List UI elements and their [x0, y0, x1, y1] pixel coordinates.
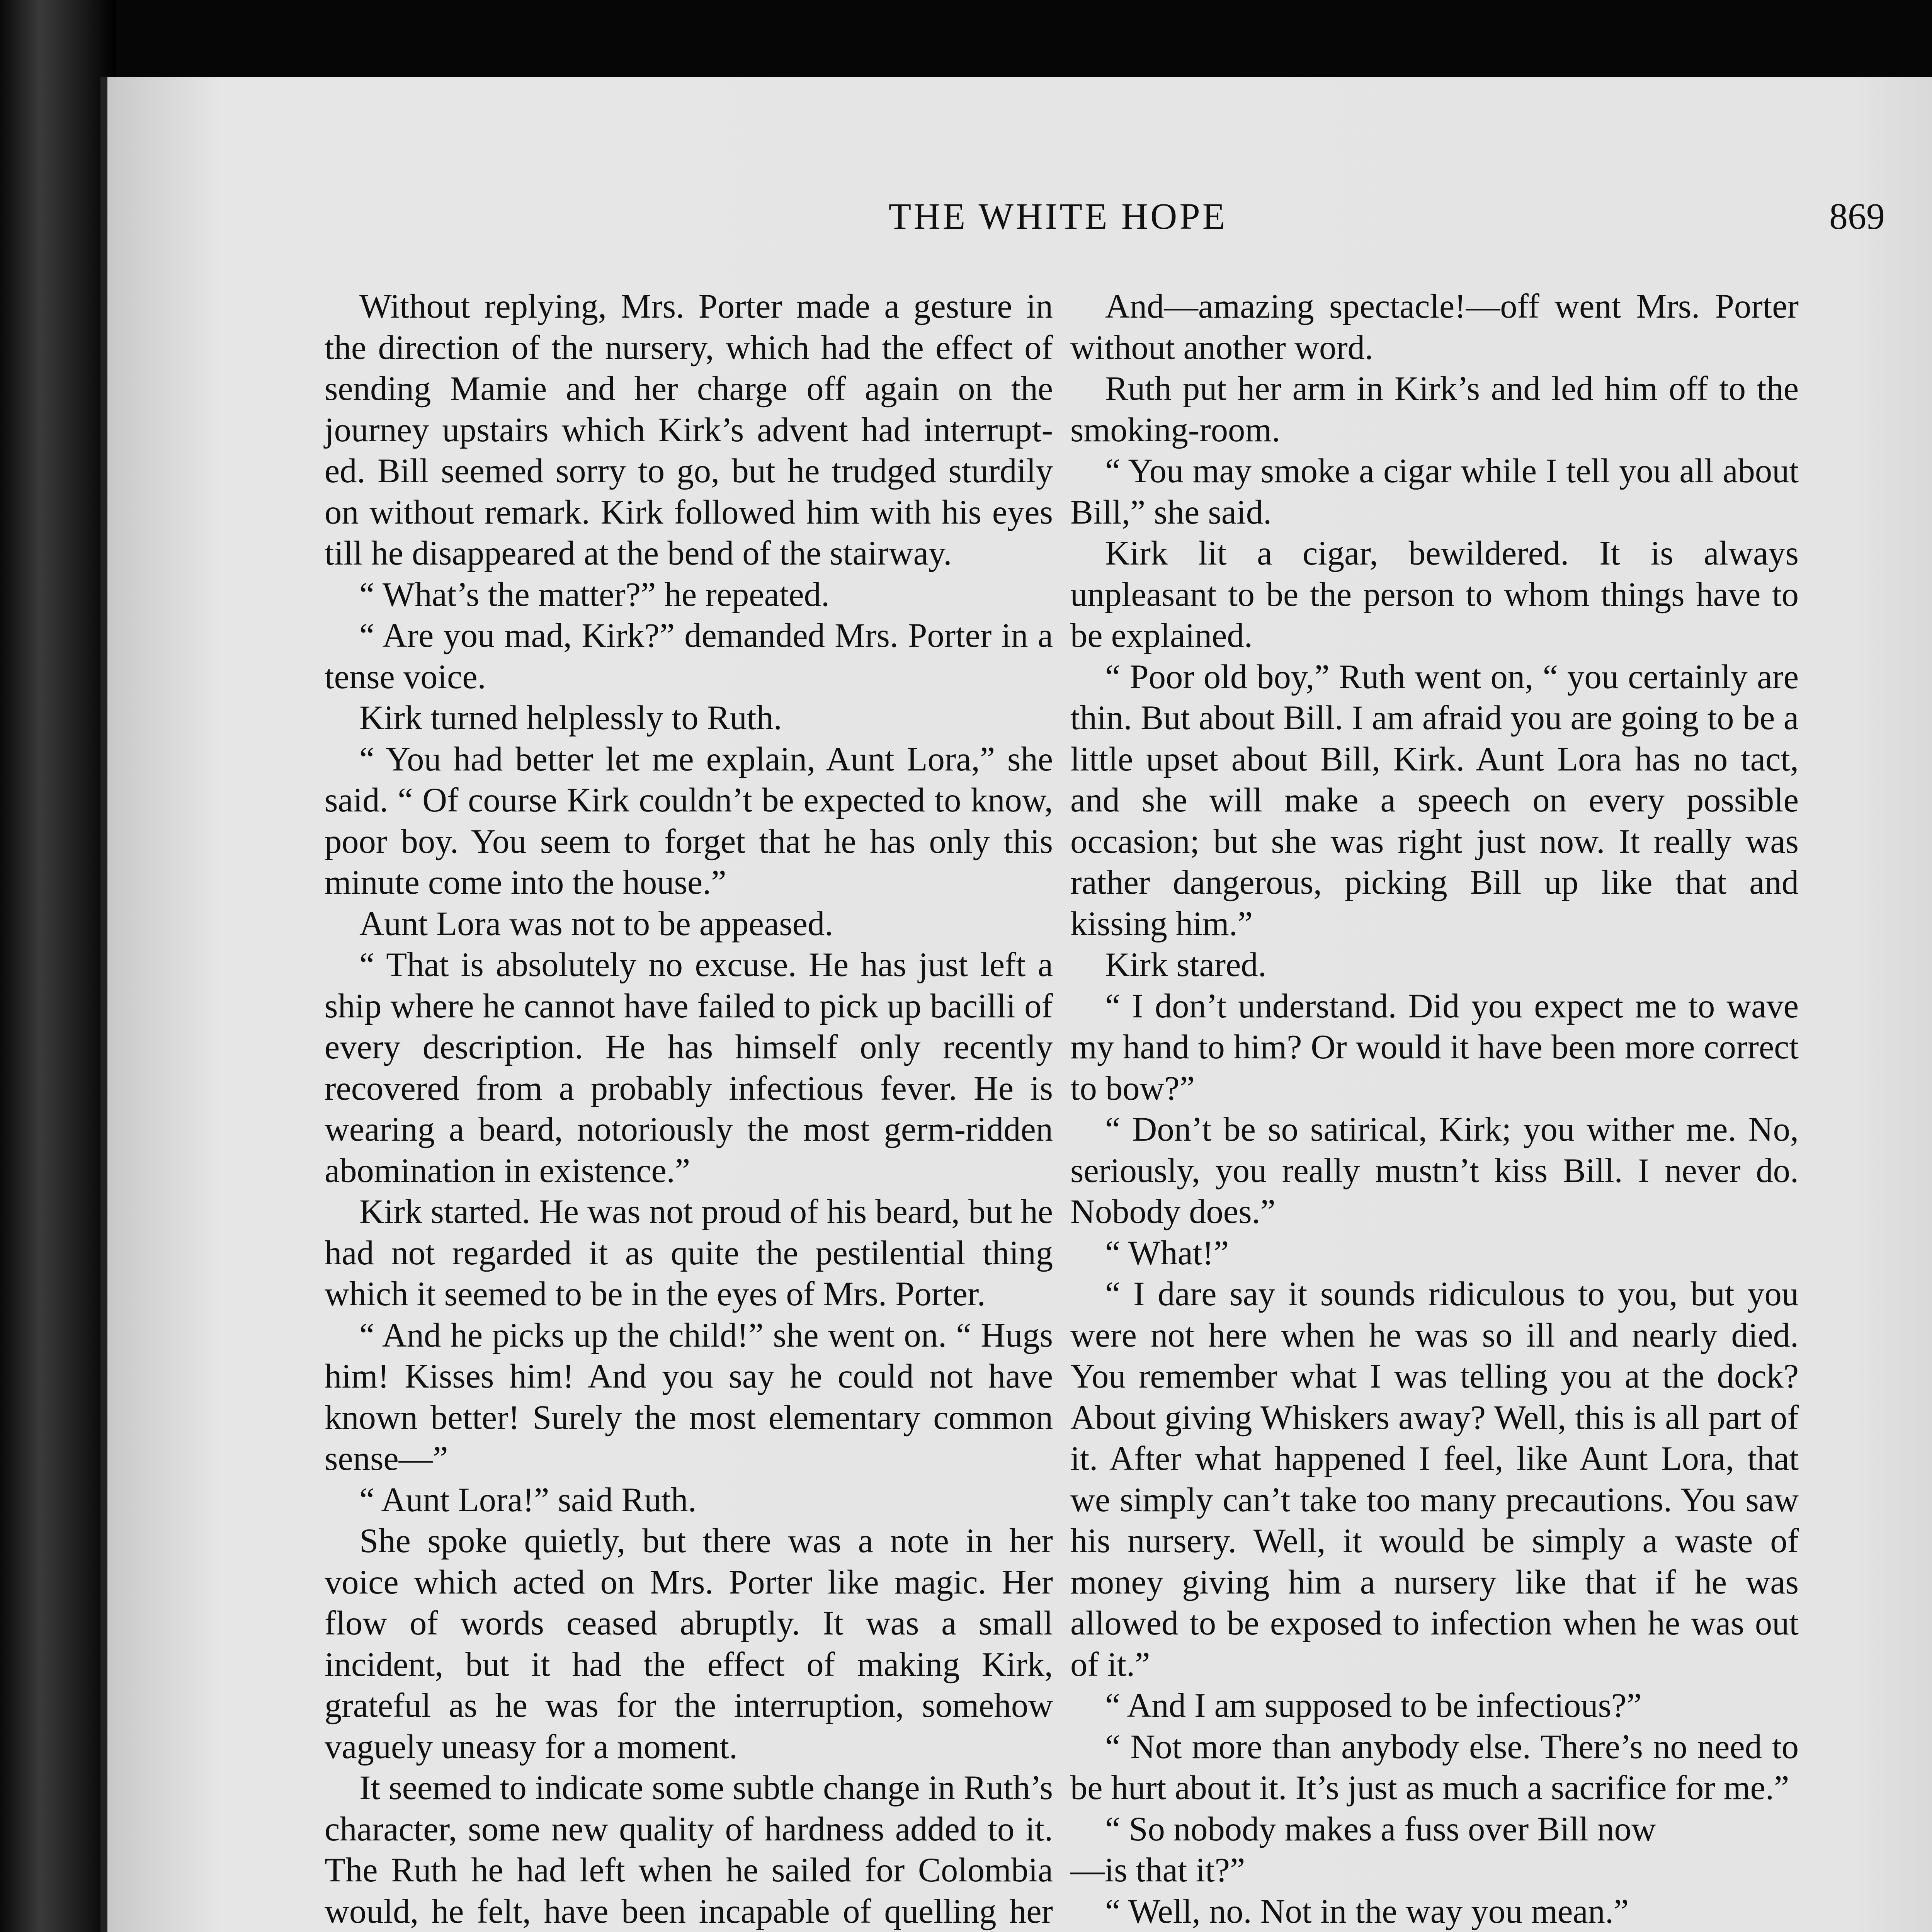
paragraph: And—amazing spectacle!—off went Mrs. Porter without another word.: [1070, 287, 1799, 367]
paragraph: It seemed to indicate some subtle change in Ruth’s character, some new quality of hardness added to it. The Ruth he had left when he sailed for Colombia would, he felt, have been incapable of quelling her: [325, 1769, 1053, 1930]
paragraph: “ And he picks up the child!” she went on. “ Hugs him! Kisses him! And you say he could not have known better! Surely the most elementary common sense—”: [325, 1316, 1053, 1478]
paragraph: “ Not more than anybody else. There’s no need to be hurt about it. It’s just as much a sacrifice for me.”: [1070, 1728, 1799, 1807]
paragraph: She spoke quietly, but there was a note in her voice which acted on Mrs. Porter like magic. Her flow of words ceased abruptly. It was a small incident, but it had the effect of making Kirk, grateful as he was for the interruption, somehow vaguely uneasy for a moment.: [325, 1522, 1053, 1766]
paragraph: “ You had better let me explain, Aunt Lora,” she said. “ Of course Kirk couldn’t be expected to know, poor boy. You seem to forget that he has only this minute come into the house.”: [325, 740, 1053, 901]
paragraph: “ I dare say it sounds ridiculous to you, but you were not here when he was so ill and nearly died. You remember what I was telling you at the dock? About giving Whiskers away? Well, this is all part of it. After what happened I feel, like Aunt Lora, that we simply can’t take too many precautions. You saw his nursery. Well, it would be simply a waste of money giving him a nursery like that if he was allowed to be exposed to infection when he was out of it.”: [1070, 1275, 1799, 1684]
paragraph: Kirk lit a cigar, bewildered. It is always unpleasant to be the person to whom things have to be explained.: [1070, 534, 1799, 655]
left-column: [325, 286, 1053, 1932]
paragraph: “ You may smoke a cigar while I tell you all about Bill,” she said.: [1070, 452, 1799, 531]
paragraph: “ Aunt Lora!” said Ruth.: [359, 1481, 697, 1519]
page-number: 869: [1829, 196, 1885, 237]
book-page: [100, 77, 1932, 1932]
paragraph: “ Don’t be so satirical, Kirk; you wither me. No, seriously, you really mustn’t kiss Bill. I never do. Nobody does.”: [1070, 1111, 1799, 1231]
paragraph: Kirk started. He was not proud of his beard, but he had not regarded it as quite the pestilential thing which it seemed to be in the eyes of Mrs. Porter.: [325, 1193, 1053, 1313]
paragraph: “ Poor old boy,” Ruth went on, “ you certainly are thin. But about Bill. I am afraid you are going to be a little upset about Bill, Kirk. Aunt Lora has no tact, and she will make a speech on every possible occasion; but she was right just now. It really was rather dangerous, picking Bill up like that and kissing him.”: [1070, 658, 1799, 943]
paragraph: —is that it?”: [1070, 1851, 1245, 1889]
paragraph: Ruth put her arm in Kirk’s and led him off to the smoking-room.: [1070, 370, 1799, 449]
paragraph: “ What’s the matter?” he repeated.: [359, 575, 830, 614]
right-column: [1070, 286, 1799, 1932]
paragraph: Without replying, Mrs. Porter made a gesture in the direction of the nursery, which had the effect of sending Mamie and her charge off again on the journey upstairs which Kirk’s advent had interrupted. Bill seemed sorry to go, but he trudged sturdily on without remark. Kirk followed him with his eyes till he disappeared at the bend of the stairway.: [325, 287, 1053, 572]
paragraph: Kirk stared.: [1105, 946, 1267, 984]
previous-page-edge: [0, 0, 116, 1932]
paragraph: “ And I am supposed to be infectious?”: [1105, 1687, 1642, 1725]
paragraph: “ That is absolutely no excuse. He has just left a ship where he cannot have failed to pick up bacilli of every description. He has himself only recently recovered from a probably infectious fever. He is wearing a beard, notoriously the most germ-ridden abomination in existence.”: [325, 946, 1053, 1190]
paragraph: “ Well, no. Not in the way you mean.”: [1105, 1892, 1629, 1930]
running-title: THE WHITE HOPE: [888, 196, 1228, 237]
running-head: [107, 189, 1932, 243]
paragraph: “ So nobody makes a fuss over Bill now: [1105, 1810, 1656, 1848]
paragraph: Kirk turned helplessly to Ruth.: [359, 699, 782, 737]
paragraph: “ I don’t understand. Did you expect me to wave my hand to him? Or would it have been more correct to bow?”: [1070, 987, 1799, 1107]
paragraph: “ Are you mad, Kirk?” demanded Mrs. Porter in a tense voice.: [325, 617, 1053, 696]
paragraph: “ What!”: [1105, 1234, 1229, 1272]
paragraph: Aunt Lora was not to be appeased.: [359, 905, 833, 943]
